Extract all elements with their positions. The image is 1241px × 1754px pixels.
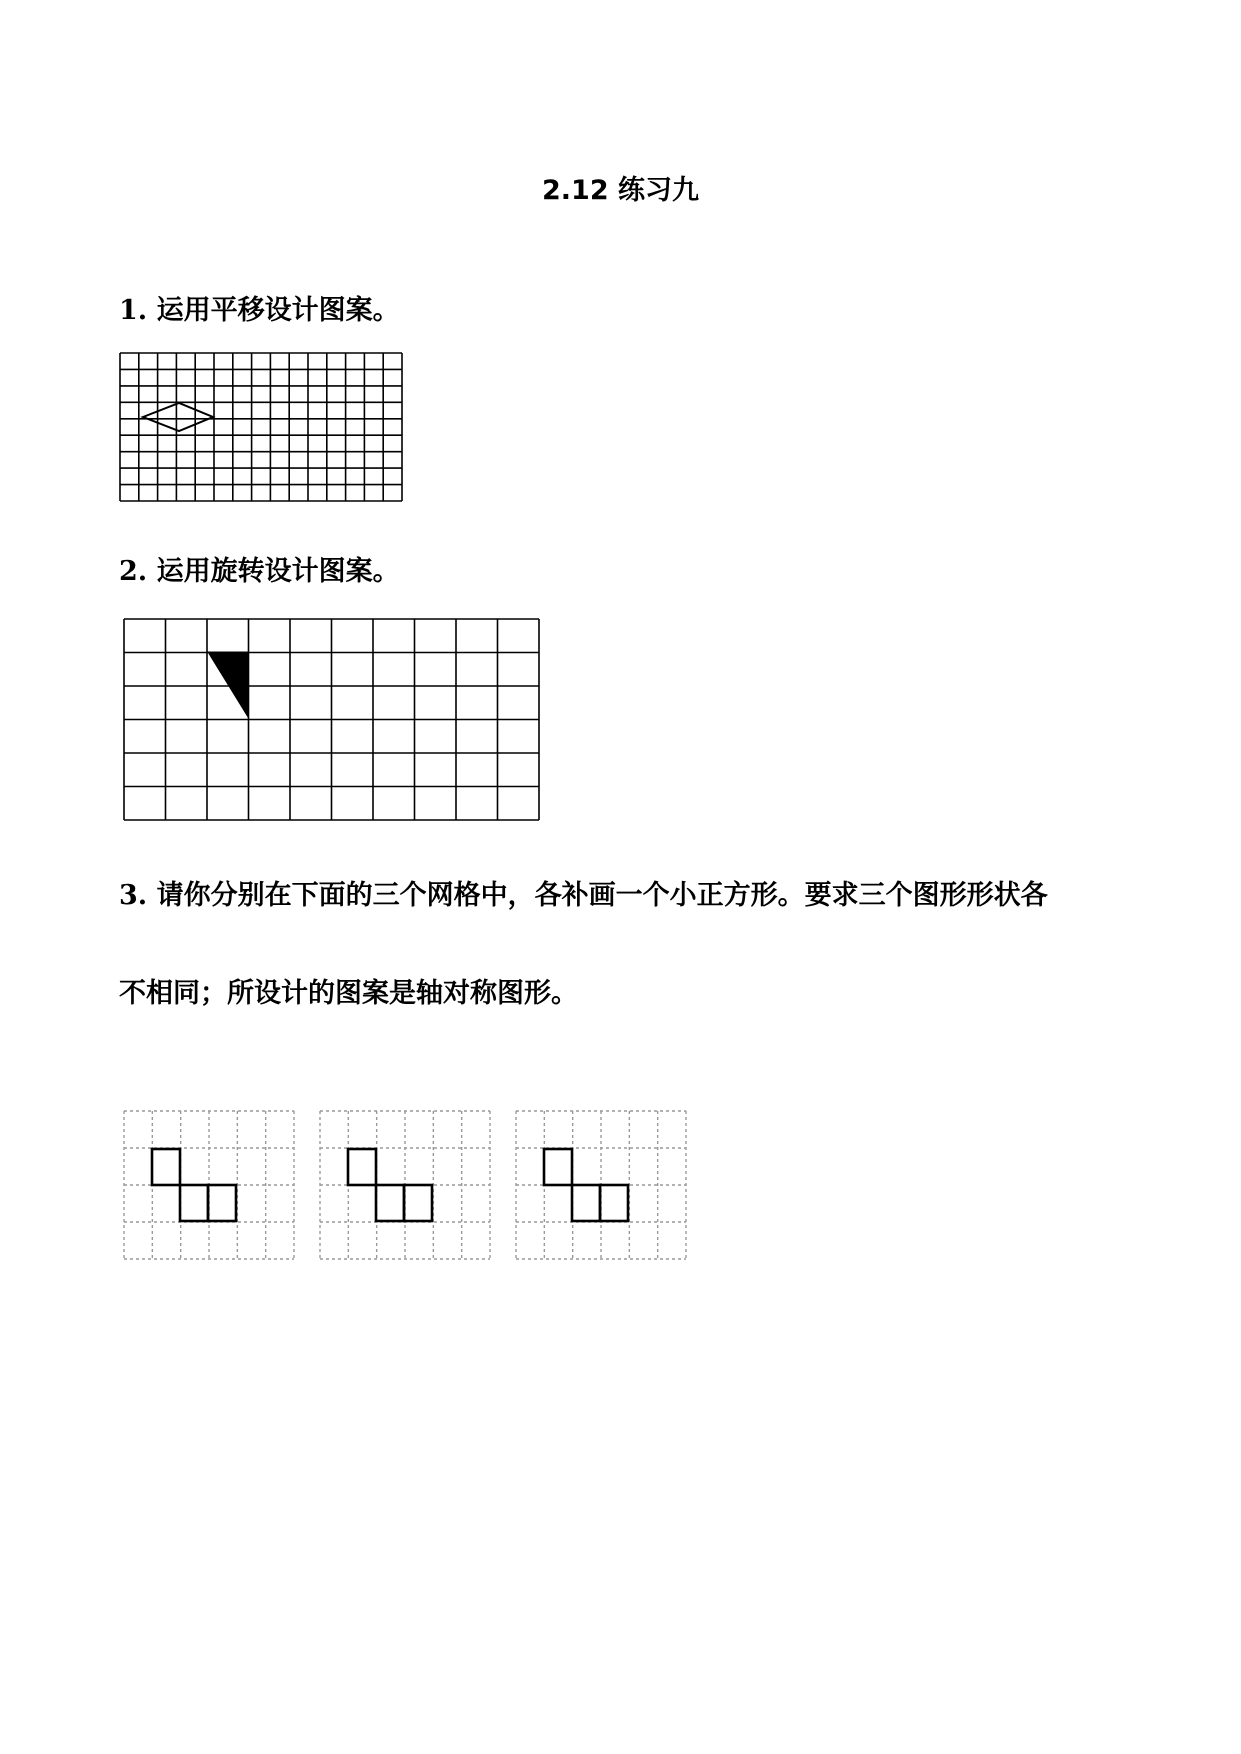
question-3-text-line-1: 请你分别在下面的三个网格中，各补画一个小正方形。要求三个图形形状各 (156, 880, 1048, 911)
symmetry-grid-3 (516, 1111, 686, 1262)
page-title: 2.12 练习九 (541, 175, 700, 206)
symmetry-grid-2 (320, 1111, 490, 1262)
symmetry-grid-2-l-shape (348, 1149, 432, 1221)
question-3-line-2 (119, 971, 578, 1010)
question-2-text: 运用旋转设计图案。 (156, 556, 400, 587)
question-1 (119, 288, 400, 327)
rotation-grid-figure (124, 619, 539, 820)
question-1-number: 1. (119, 295, 148, 326)
question-3-line-1 (119, 873, 1048, 912)
question-3-text-line-2: 不相同；所设计的图案是轴对称图形。 (119, 978, 578, 1009)
question-2-number: 2. (119, 556, 148, 587)
rotation-grid-lines (124, 619, 539, 820)
symmetry-grid-1-l-shape (152, 1149, 236, 1221)
rhombus-shape (143, 403, 213, 431)
question-1-text: 运用平移设计图案。 (156, 295, 400, 326)
black-triangle-shape (208, 652, 248, 717)
translation-grid-lines (120, 353, 402, 501)
question-3-number: 3. (119, 880, 148, 911)
question-2 (119, 549, 400, 588)
symmetry-grid-3-l-shape (544, 1149, 628, 1221)
symmetry-grid-1 (124, 1111, 294, 1262)
translation-grid-figure (120, 353, 402, 501)
